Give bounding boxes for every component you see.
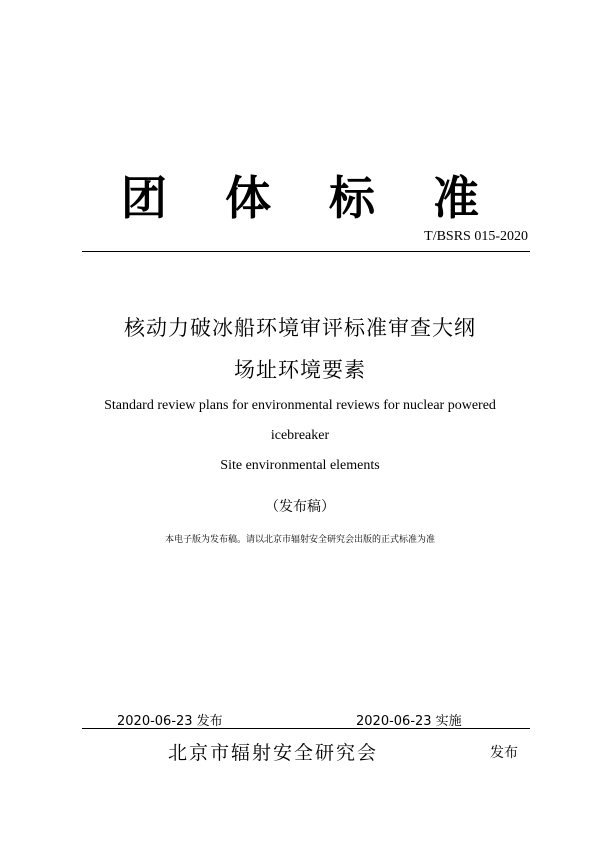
bottom-divider (82, 728, 530, 729)
heading-char-3: 标 (329, 171, 375, 225)
chinese-title-line-2: 场址环境要素 (234, 358, 366, 382)
heading-char-1: 团 (121, 171, 167, 225)
publish-date: 2020-06-23 发布 (117, 714, 223, 729)
english-title-line-2: icebreaker (270, 428, 330, 443)
document-type-heading (0, 162, 600, 228)
standard-number: T/BSRS 015-2020 (424, 229, 528, 244)
heading-char-2: 体 (225, 171, 271, 225)
implement-date: 2020-06-23 实施 (356, 714, 462, 729)
english-title-line-3: Site environmental elements (220, 458, 380, 473)
publisher-name: 北京市辐射安全研究会 (168, 742, 379, 764)
top-divider (82, 251, 530, 252)
heading-char-4: 准 (433, 171, 479, 225)
english-title-line-1: Standard review plans for environmental reviews for nuclear powered (104, 398, 496, 413)
draft-label: （发布稿） (265, 499, 335, 515)
publish-label: 发布 (490, 745, 518, 761)
electronic-version-note: 本电子版为发布稿。请以北京市辐射安全研究会出版的正式标准为准 (164, 535, 435, 545)
chinese-title-line-1: 核动力破冰船环境审评标准审查大纲 (124, 316, 476, 340)
